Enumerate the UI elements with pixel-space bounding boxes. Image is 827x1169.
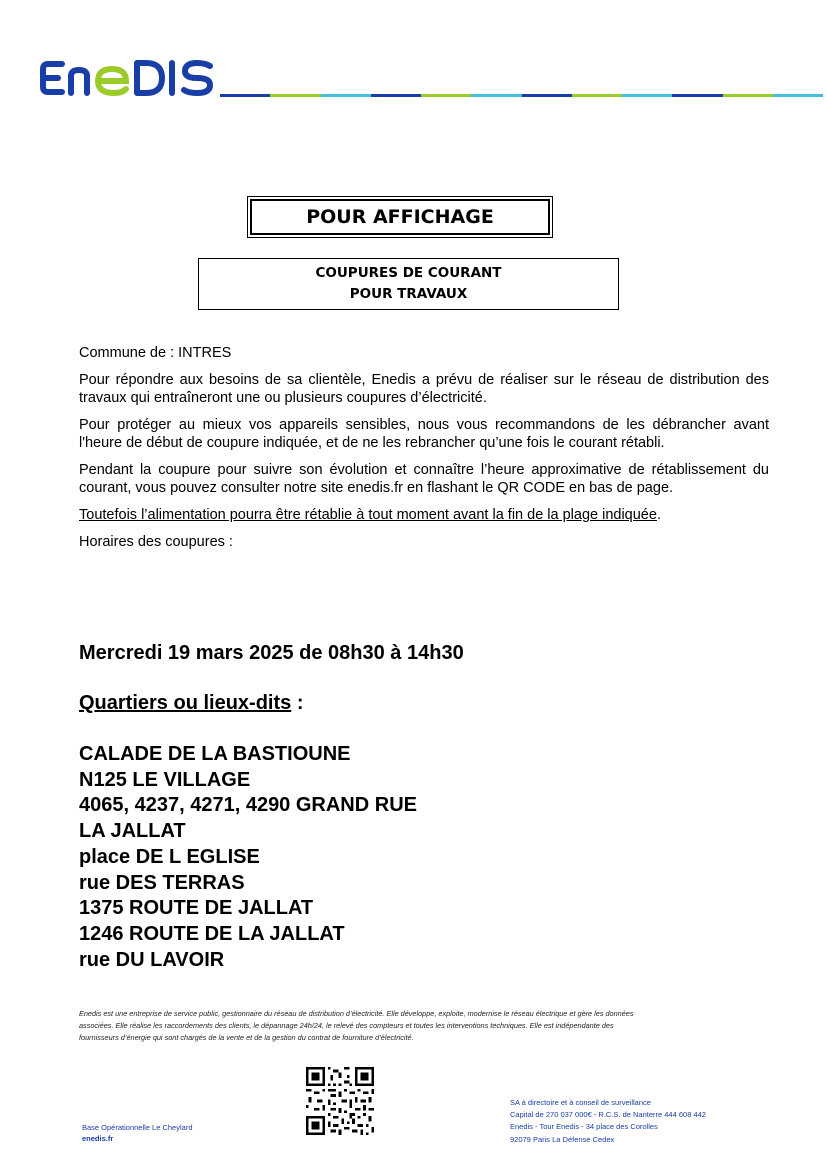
commune: Commune de : INTRES xyxy=(79,345,232,361)
list-item: 1246 ROUTE DE LA JALLAT xyxy=(79,922,345,945)
header-stripe xyxy=(220,94,823,97)
legal-notice xyxy=(79,1008,749,1044)
stripe-segment xyxy=(321,94,371,97)
list-item: LA JALLAT xyxy=(79,820,186,843)
subtitle-line1: COUPURES DE COURANT xyxy=(315,265,502,281)
stripe-segment xyxy=(723,94,773,97)
enedis-logo xyxy=(40,58,216,98)
list-item: 4065, 4237, 4271, 4290 GRAND RUE xyxy=(79,794,417,817)
legal-line: fournisseurs d’énergie qui sont chargés de la vente et de la gestion du contrat de fourniture d’électricité. xyxy=(79,1033,414,1042)
list-item: N125 LE VILLAGE xyxy=(79,768,251,791)
stripe-segment xyxy=(421,94,471,97)
list-item: rue DU LAVOIR xyxy=(79,948,225,971)
subtitle-line2: POUR TRAVAUX xyxy=(349,286,468,302)
places-list xyxy=(79,742,417,973)
stripe-segment xyxy=(220,94,270,97)
footer-company-line: 92079 Paris La Défense Cedex xyxy=(510,1134,615,1144)
note-line xyxy=(79,506,769,524)
legal-line: Enedis est une entreprise de service public, gestionnaire du réseau de distribution d’électricité. Elle développe, exploite, modernise le réseau électrique et gère les données xyxy=(79,1009,634,1018)
list-item: place DE L EGLISE xyxy=(79,845,260,868)
list-item: CALADE DE LA BASTIOUNE xyxy=(79,743,351,765)
notice-body xyxy=(79,344,769,560)
stripe-segment xyxy=(622,94,672,97)
stripe-segment xyxy=(773,94,823,97)
title-text: POUR AFFICHAGE xyxy=(250,199,550,235)
footer-company-line: Capital de 270 037 000€ - R.C.S. de Nanterre 444 608 442 xyxy=(510,1110,706,1120)
footer-company-line: SA à directoire et à conseil de surveillance xyxy=(510,1098,651,1107)
stripe-segment xyxy=(672,94,722,97)
legal-line: associées. Elle réalise les raccordements des clients, le dépannage 24h/24, le relevé des compteurs et toutes les interventions techniques. Elle est indépendante des xyxy=(79,1021,614,1030)
footer-left xyxy=(82,1122,193,1144)
quartiers-label: Quartiers ou lieux-dits xyxy=(79,692,292,714)
paragraph-1: Pour répondre aux besoins de sa clientèle, Enedis a prévu de réaliser sur le réseau de distribution des travaux qui entraîneront une ou plusieurs coupures d’électricité. xyxy=(79,372,769,406)
footer-base: Base Opérationnelle Le Cheylard xyxy=(82,1123,193,1132)
footer-company-line: Enedis - Tour Enedis - 34 place des Corolles xyxy=(510,1122,658,1132)
list-item: rue DES TERRAS xyxy=(79,871,245,894)
note-text: Toutefois l’alimentation pourra être rétablie à tout moment avant la fin de la plage indiquée xyxy=(79,507,657,523)
subtitle-box xyxy=(198,258,619,310)
stripe-segment xyxy=(270,94,320,97)
paragraph-3: Pendant la coupure pour suivre son évolution et connaître l’heure approximative de rétablissement du courant, vous pouvez consulter notre site enedis.fr en flashant le QR CODE en bas de page. xyxy=(79,462,769,496)
quartiers-colon: : xyxy=(291,692,304,714)
stripe-segment xyxy=(371,94,421,97)
quartiers-heading xyxy=(79,692,303,715)
horaires-label: Horaires des coupures : xyxy=(79,534,233,550)
stripe-segment xyxy=(572,94,622,97)
list-item: 1375 ROUTE DE JALLAT xyxy=(79,897,314,920)
footer-website-link[interactable]: enedis.fr xyxy=(82,1134,114,1143)
paragraph-2: Pour protéger au mieux vos appareils sensibles, nous vous recommandons de les débrancher avant l'heure de début de coupure indiquée, et de ne les rebrancher qu’une fois le courant rétabli. xyxy=(79,417,769,451)
stripe-segment xyxy=(522,94,572,97)
qr-code[interactable] xyxy=(306,1067,374,1135)
outage-date: Mercredi 19 mars 2025 de 08h30 à 14h30 xyxy=(79,642,464,664)
title-box xyxy=(247,196,553,238)
stripe-segment xyxy=(471,94,521,97)
note-end: . xyxy=(656,507,661,523)
footer-right xyxy=(510,1097,706,1146)
